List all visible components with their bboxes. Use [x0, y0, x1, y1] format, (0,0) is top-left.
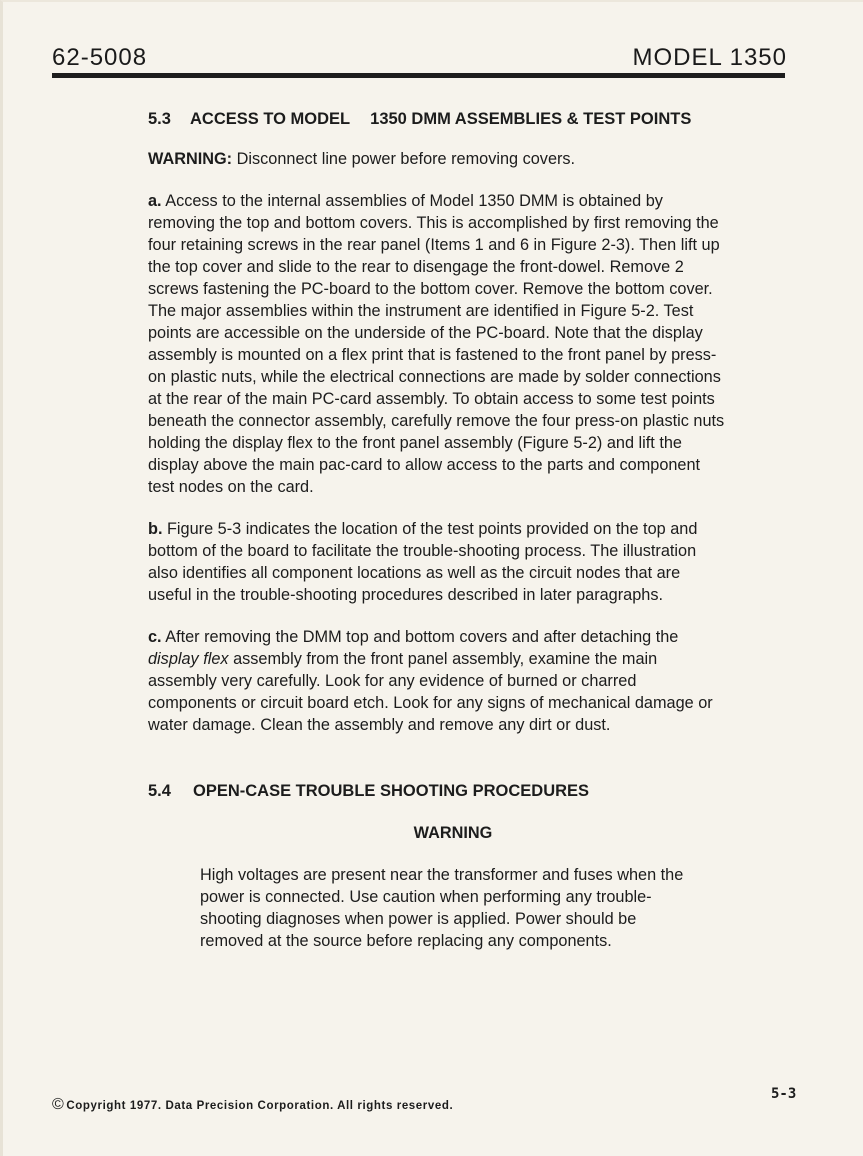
paragraph-b: [148, 518, 728, 606]
model-title: MODEL 1350: [632, 44, 787, 71]
paragraph-c: [148, 626, 728, 736]
header-rule: [52, 73, 785, 78]
paragraph-b-label: b.: [148, 520, 163, 538]
section-title-part1: ACCESS TO MODEL: [190, 110, 351, 128]
paragraph-c-text-2: assembly from the front panel assembly, examine the main assembly very carefully. Look for any evidence of burned or charred components or circuit board etch. Look for any signs of mechanical damage or water damage. Clean the assembly and remove any dirt or dust.: [148, 650, 713, 734]
high-voltage-warning: High voltages are present near the transformer and fuses when the power is connected. Use caution when performing any trouble-shooting diagnoses when power is applied. Power should be removed at the source before replacing any components.: [200, 866, 684, 950]
paragraph-a-text: Access to the internal assemblies of Model 1350 DMM is obtained by removing the top and bottom covers. This is accomplished by first removing the four retaining screws in the rear panel (Items 1 and 6 in Figure 2-3). Then lift up the top cover and slide to the rear to disengage the front-dowel. Remove 2 screws fastening the PC-board to the bottom cover. Remove the bottom cover. The major assemblies within the instrument are identified in Figure 5-2. Test points are accessible on the underside of the PC-board. Note that the display assembly is mounted on a flex print that is fastened to the front panel by press-on plastic nuts, while the electrical connections are made by solder connections at the rear of the main PC-card assembly. To obtain access to some test points beneath the connector assembly, carefully remove the four press-on plastic nuts holding the display flex to the front panel assembly (Figure 5-2) and lift the display above the main pac-card to allow access to the parts and component test nodes on the card.: [148, 192, 725, 496]
section-5-3-heading: [148, 108, 728, 130]
document-number: 62-5008: [52, 44, 148, 71]
page-content: [148, 108, 728, 952]
copyright-text: Copyright 1977. Data Precision Corporation. All rights reserved.: [66, 1100, 454, 1112]
paragraph-c-italic: display flex: [148, 650, 229, 668]
section-title: OPEN-CASE TROUBLE SHOOTING PROCEDURES: [193, 782, 590, 800]
copyright-symbol: ©: [52, 1096, 65, 1113]
warning-text: Disconnect line power before removing covers.: [232, 150, 576, 168]
warning-label: WARNING:: [148, 150, 233, 168]
disconnect-warning: [148, 148, 728, 170]
section-number: 5.4: [148, 782, 171, 800]
section-title-part2: 1350 DMM ASSEMBLIES & TEST POINTS: [370, 110, 692, 128]
section-number: 5.3: [148, 110, 171, 128]
paragraph-c-label: c.: [148, 628, 162, 646]
section-5-4-heading: [148, 780, 728, 802]
copyright-notice: [52, 1096, 453, 1114]
paragraph-a: [148, 190, 728, 498]
paragraph-b-text: Figure 5-3 indicates the location of the test points provided on the top and bottom of the board to facilitate the trouble-shooting process. The illustration also identifies all component locations as well as the circuit nodes that are useful in the trouble-shooting procedures described in later paragraphs.: [148, 520, 698, 604]
paragraph-c-text-1: After removing the DMM top and bottom covers and after detaching the: [161, 628, 679, 646]
warning-heading: WARNING: [413, 824, 493, 842]
paragraph-a-label: a.: [148, 192, 162, 210]
page-number: 5-3: [771, 1086, 797, 1102]
